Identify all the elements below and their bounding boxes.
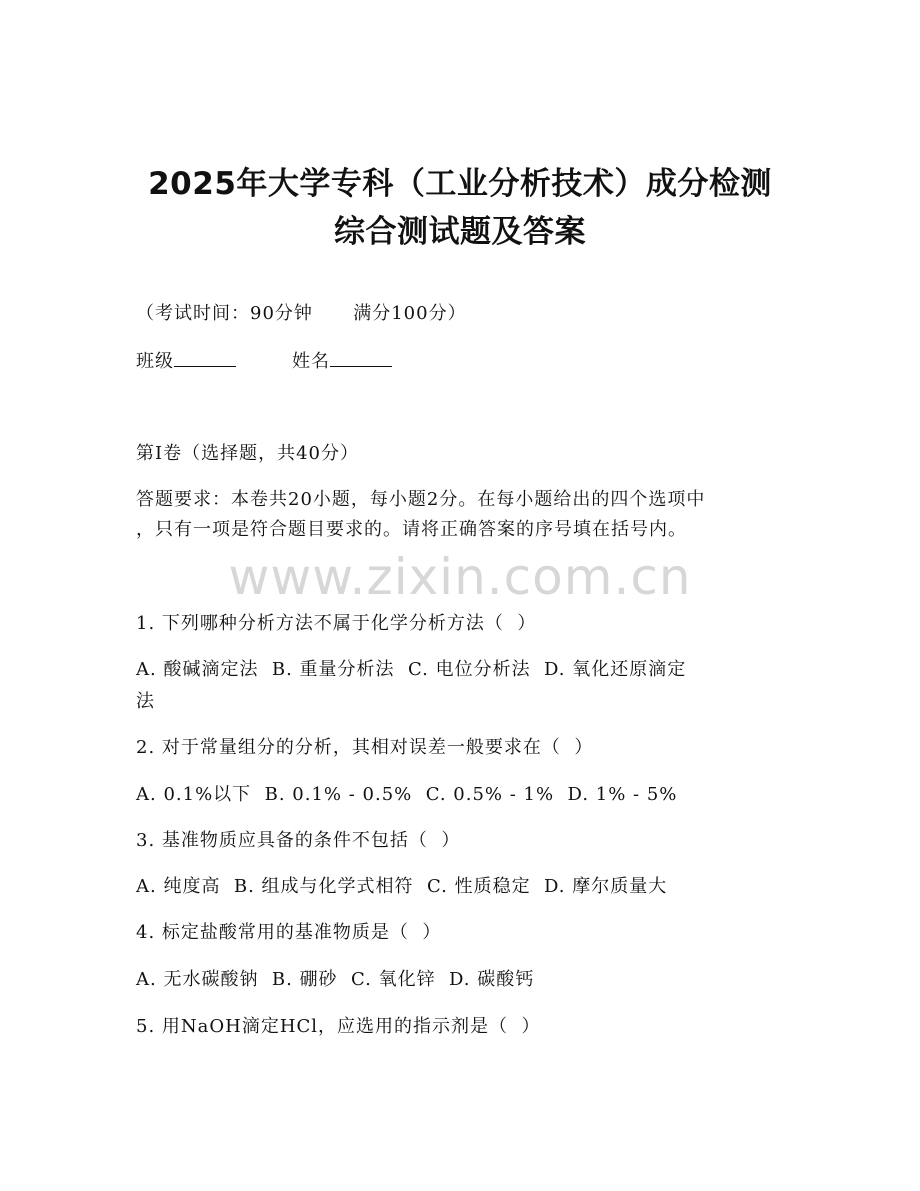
exam-time-score: （考试时间：90分钟 满分100分） bbox=[136, 303, 467, 324]
question-3-stem: 3. 基准物质应具备的条件不包括（ ） bbox=[136, 830, 461, 851]
question-1-stem: 1. 下列哪种分析方法不属于化学分析方法（ ） bbox=[136, 613, 537, 634]
instructions-line1: 答题要求：本卷共20小题，每小题2分。在每小题给出的四个选项中 bbox=[136, 489, 706, 510]
question-2-options: A. 0.1%以下 B. 0.1% - 0.5% C. 0.5% - 1% D. 1% - 5% bbox=[136, 784, 678, 805]
instructions-line2: ，只有一项是符合题目要求的。请将正确答案的序号填在括号内。 bbox=[136, 519, 687, 540]
name-blank[interactable] bbox=[330, 352, 392, 367]
question-2-stem: 2. 对于常量组分的分析，其相对误差一般要求在（ ） bbox=[136, 737, 594, 758]
document-title-line2: 综合测试题及答案 bbox=[334, 214, 586, 250]
name-label: 姓名 bbox=[292, 351, 330, 372]
question-4-stem: 4. 标定盐酸常用的基准物质是（ ） bbox=[136, 922, 442, 943]
class-label: 班级 bbox=[136, 351, 174, 372]
question-3-options: A. 纯度高 B. 组成与化学式相符 C. 性质稳定 D. 摩尔质量大 bbox=[136, 876, 668, 897]
question-1-options-cont: 法 bbox=[136, 691, 155, 712]
class-name-fields bbox=[136, 352, 392, 372]
document-title-line1: 2025年大学专科（工业分析技术）成分检测 bbox=[148, 166, 772, 202]
section-heading: 第I卷（选择题，共40分） bbox=[136, 443, 360, 464]
class-blank[interactable] bbox=[174, 352, 236, 367]
question-5-stem: 5. 用NaOH滴定HCl，应选用的指示剂是（ ） bbox=[136, 1016, 541, 1037]
question-4-options: A. 无水碳酸钠 B. 硼砂 C. 氧化锌 D. 碳酸钙 bbox=[136, 969, 535, 990]
watermark-text: www.zixin.com.cn bbox=[228, 548, 692, 606]
question-1-options: A. 酸碱滴定法 B. 重量分析法 C. 电位分析法 D. 氧化还原滴定 bbox=[136, 659, 687, 680]
